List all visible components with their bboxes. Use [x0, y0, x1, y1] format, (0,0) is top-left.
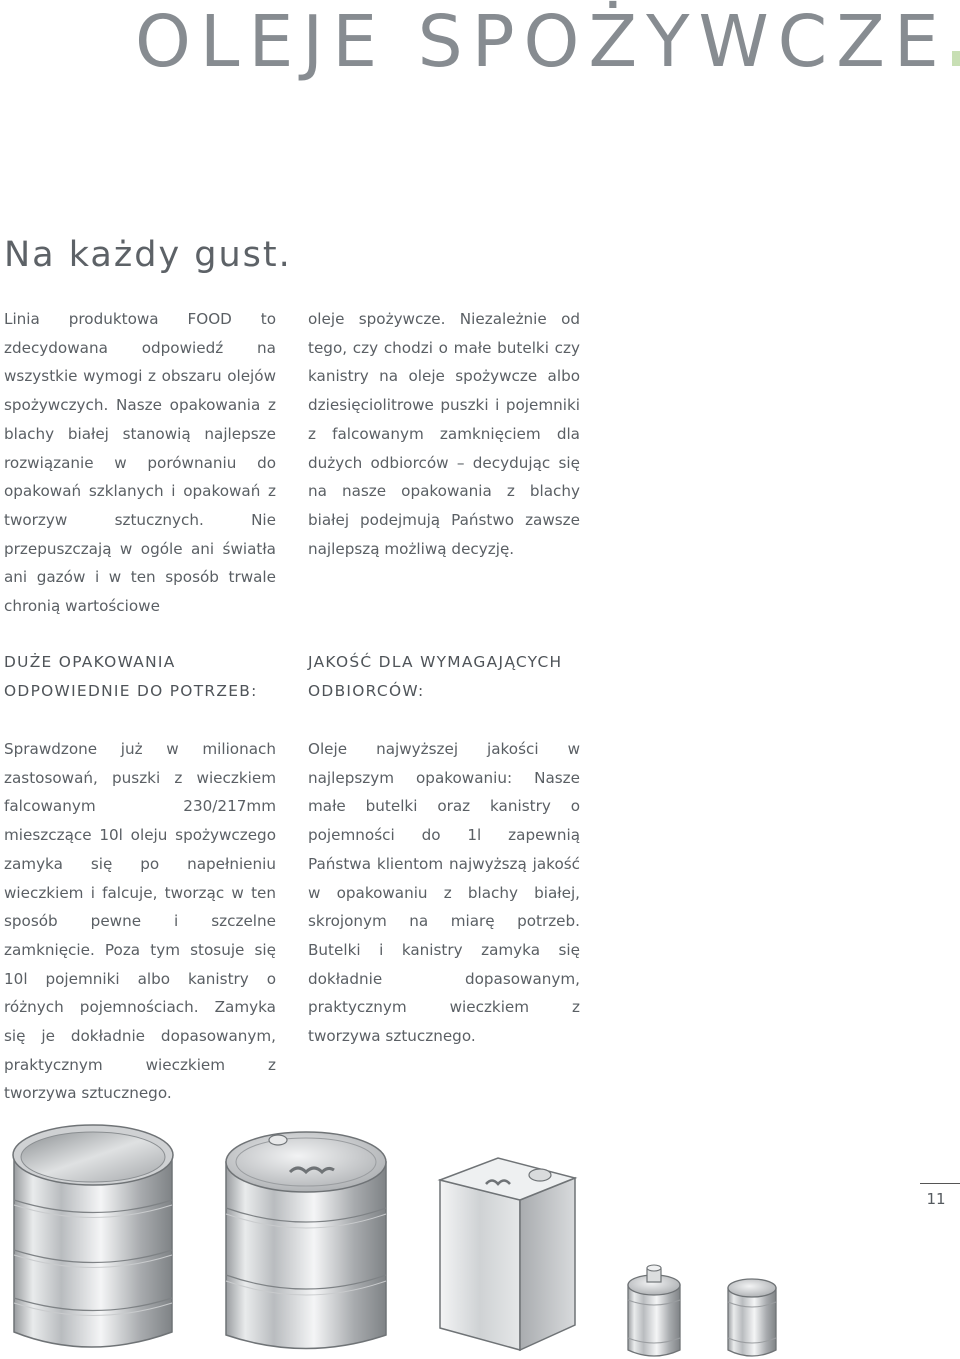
intro-column-left [4, 305, 276, 621]
accent-square [952, 51, 960, 66]
body-large-packaging [4, 735, 276, 1108]
page-title [135, 2, 960, 82]
body-quality [308, 735, 580, 1051]
small-can [728, 1279, 776, 1356]
intro-paragraph-left: Linia produktowa FOOD to zdecydowana odpowiedź na wszystkie wymogi z obszaru olejów spożywczych. Nasze opakowania z blachy białej stanowią najlepsze rozwiązanie w porównaniu do opakowań szklanych i opakowań z tworzyw sztucznych. Nie przepuszczają w ogóle ani światła ani gazów i w ten sposób trwale chronią wartościowe [4, 310, 276, 616]
section-subtitle: Na każdy gust. [4, 235, 292, 275]
page-title-text: OLEJE SPOŻYWCZE [135, 0, 948, 83]
tin-cans-illustration [0, 1100, 960, 1359]
body-quality-text: Oleje najwyższej jakości w najlepszym opakowaniu: Nasze małe butelki oraz kanistry o pojemności do 1l zapewnią Państwa klientom najwyższą jakość w opakowaniu z blachy białej, skrojonym na miarę potrzeb. Butelki i kanistry zamyka się dokładnie dopasowanym, praktycznym wieczkiem z tworzywa sztucznego. [308, 740, 580, 1046]
heading-quality [308, 648, 580, 705]
heading-quality-text: JAKOŚĆ DLA WYMAGAJĄCYCH ODBIORCÓW: [308, 653, 563, 700]
rectangular-canister [440, 1158, 575, 1350]
body-large-packaging-text: Sprawdzone już w milionach zastosowań, puszki z wieczkiem falcowanym 230/217mm mieszczące 10l oleju spożywczego zamyka się po napełnieniu wieczkiem i falcuje, tworząc w ten sposób pewne i szczelne zamknięcie. Poza tym stosuje się 10l pojemniki albo kanistry o różnych pojemnościach. Zamyka się je dokładnie dopasowanym, praktycznym wieczkiem z tworzywa sztucznego. [4, 740, 276, 1103]
intro-column-right [308, 305, 580, 563]
heading-large-packaging [4, 648, 276, 705]
closed-tin-can [226, 1132, 386, 1349]
heading-large-packaging-text: DUŻE OPAKOWANIA ODPOWIEDNIE DO POTRZEB: [4, 653, 258, 700]
small-bottle [628, 1265, 680, 1356]
intro-paragraph-right: oleje spożywcze. Niezależnie od tego, czy chodzi o małe butelki czy kanistry na oleje spożywcze albo dziesięciolitrowe puszki i pojemniki z falcowanym zamknięciem dla dużych odbiorców – decydując się na nasze opakowania z blachy białej podejmują Państwo zawsze najlepszą możliwą decyzję. [308, 310, 580, 558]
page-number: 11 [926, 1190, 946, 1208]
open-tin-can [13, 1125, 173, 1347]
